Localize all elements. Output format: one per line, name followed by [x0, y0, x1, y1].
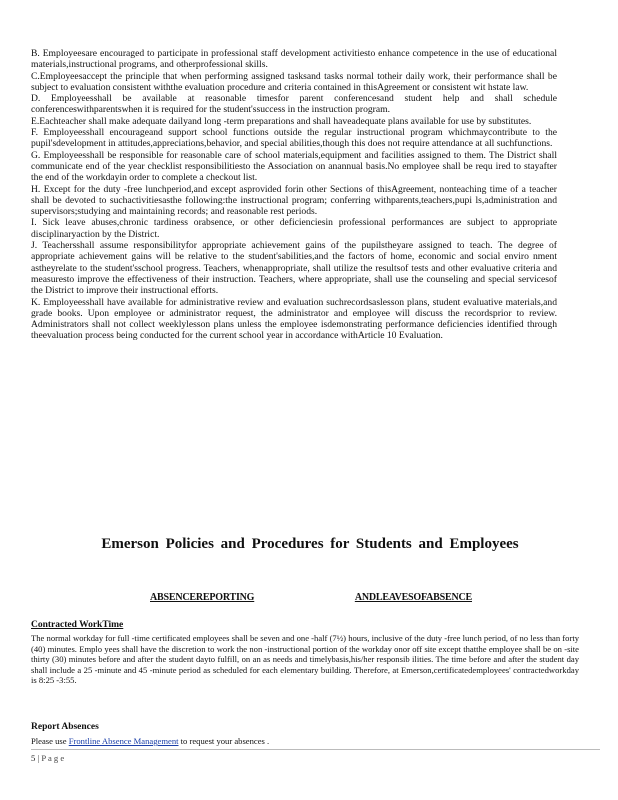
paragraph-h: H. Except for the duty -free lunchperiod,and except asprovided forin other Sections of thisAgreement, nonteaching time of a teacher shall be devoted to suchactivitiesasthe following:the instructional program; conferring withparents,teachers,pupi ls,administration and supervisors;studying and maintaining records; and reasonable rest periods. — [31, 183, 557, 218]
paragraph-k: K. Employeesshall have available for administrative review and evaluation suchrecordsaslesson plans, student evaluative materials,and grade books. Upon employee or administrator request, the administrator and employee will discuss the recordsprior to review. Administrators shall not collect weeklylesson plans unless the employee isdemonstrating performance deficiencies identified through theevaluation process being conducted for the current school year in accordance withArticle 10 Evaluation. — [31, 296, 557, 342]
responsibilities-list — [31, 48, 557, 342]
paragraph-e: E.Eachteacher shall make adequate dailyand long -term preparations and shall haveadequate plans available for use by substitutes. — [31, 115, 532, 127]
paragraph-c: C.Employeesaccept the principle that when performing assigned tasksand tasks normal totheir daily work, their performance shall be subject to evaluation consistent withthe evaluation procedure and criteria contained in thisAgreement or consistent wit hstate law. — [31, 70, 557, 93]
paragraph-f: F. Employeesshall encourageand support school functions outside the regular instructional program whichmaycontribute to the pupil'sdevelopment in attitudes,appreciations,behavior, and special abilities,though this does not require attendance at all suchfunctions. — [31, 127, 557, 150]
report-absences-line — [31, 736, 579, 747]
paragraph-j: J. Teachersshall assume responsibilityfor appropriate achievement gains of the pupilstheyare assigned to teach. The degree of appropriate achievement gains will be relative to the student'sabilities,and the factors of home, economic and social enviro nment astheyrelate to the student'sschool progress. Teachers, whenappropriate, shall utilize the resultsof tests and other evaluative criteria and measuresto improve the effectiveness of their instruction. Teachers, where appropriate, shall use the counseling and special servicesof the District to improve their instructional efforts. — [31, 240, 557, 297]
paragraph-d: D. Employeesshall be available at reasonable timesfor parent conferencesand student help and shall schedule conferenceswithparentswhen it is required for the student'ssuccess in the instruction program. — [31, 93, 557, 116]
paragraph-b: B. Employeesare encouraged to participate in professional staff development activitiesto enhance competence in the use of educational materials,instructional programs, and otherprofessional skills. — [31, 48, 557, 71]
report-suffix: to request your absences . — [180, 736, 270, 746]
contracted-worktime-body: The normal workday for full -time certificated employees shall be seven and one -half (7½) hours, inclusive of the duty -free lunch period, of no less than forty (40) minutes. Emplo yees shall have the discretion to work the non -instructional portion of the workday onor off site except thatthe employee shall be on -site thirty (30) minutes before and after the student dayto fulfill, on an as needs and timelybasis,his/her responsib ilities. The time before and after the student day shall include a 25 -minute and 45 -minute period as scheduled for each elementary building. Therefore, at Emerson,certificatedemployees' contractedworkday is 8:25 -3:55. — [31, 633, 579, 686]
subheading-left: ABSENCEREPORTING — [150, 592, 255, 603]
report-prefix: Please use — [31, 736, 67, 746]
paragraph-g: G. Employeesshall be responsible for reasonable care of school materials,equipment and facilities assigned to them. The District shall communicate end of the year checklist responsibilitiesto the Association on anannual basis.No employee shall be requ ired to stayafter the end of the workdayin order to complete a checkout list. — [31, 149, 557, 184]
footer-divider — [31, 749, 600, 750]
subheading-right: ANDLEAVESOFABSENCE — [354, 592, 472, 603]
page-label: P a g e — [41, 753, 65, 763]
paragraph-i: I. Sick leave abuses,chronic tardiness orabsence, or other deficienciesin professional performances are subject to appropriate disciplinaryaction by the District. — [31, 217, 557, 240]
section-heading: Emerson Policies and Procedures for Students and Employees — [101, 536, 519, 552]
report-absences-title: Report Absences — [31, 722, 99, 732]
page-footer — [31, 753, 64, 763]
footer-separator: | — [37, 753, 40, 763]
contracted-worktime-title: Contracted WorkTime — [31, 620, 124, 630]
absence-subheading — [150, 592, 472, 603]
frontline-absence-link[interactable]: Frontline Absence Management — [68, 736, 179, 746]
page-number: 5 — [31, 753, 36, 763]
